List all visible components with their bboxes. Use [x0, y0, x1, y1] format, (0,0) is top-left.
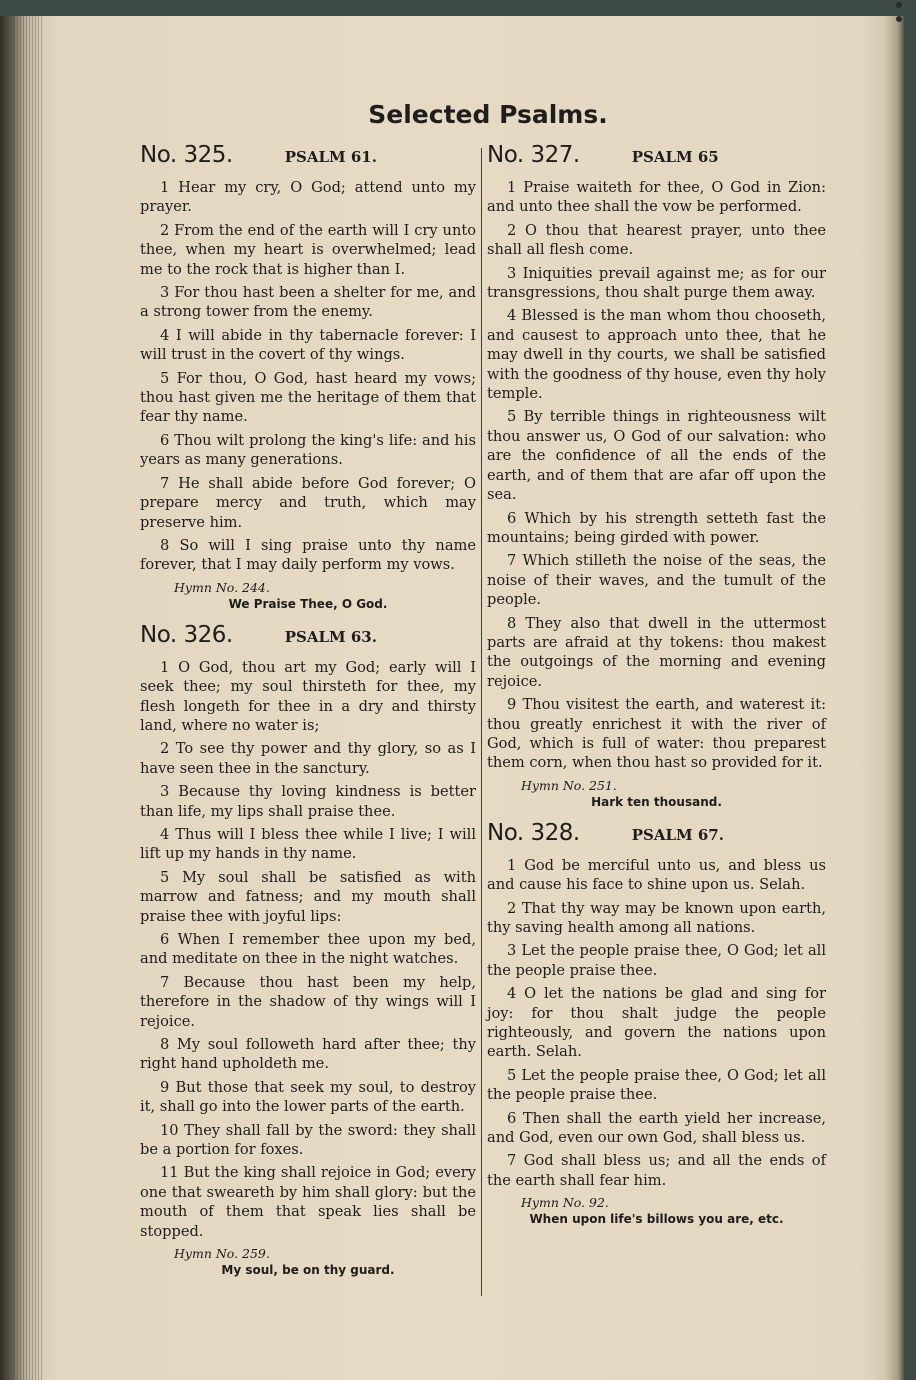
verse: 5 For thou, O God, hast heard my vows; thou hast given me the heritage of them that fear thy name. — [140, 369, 476, 426]
verse: 1 Hear my cry, O God; attend unto my prayer. — [140, 179, 476, 216]
hymn-reference: Hymn No. 92. — [521, 1195, 609, 1211]
left-column — [140, 142, 476, 1292]
psalm-section — [140, 621, 476, 1278]
psalm-title: PSALM 63. — [284, 627, 377, 646]
verse: 6 Which by his strength setteth fast the mountains; being girded with power. — [487, 509, 826, 546]
psalm-heading — [140, 621, 476, 658]
verse: 4 O let the nations be glad and sing for joy: for thou shalt judge the people righteously, and govern the nations upon earth. Selah. — [487, 985, 826, 1061]
hymn-title: My soul, be on thy guard. — [221, 1263, 395, 1278]
verse: 7 He shall abide before God forever; O prepare mercy and truth, which may preserve him. — [140, 474, 476, 531]
verse: 1 God be merciful unto us, and bless us and cause his face to shine upon us. Selah. — [487, 856, 826, 894]
binding-hole — [896, 2, 902, 8]
verse: 9 Thou visitest the earth, and waterest it: thou greatly enrichest it with the river of God, which is full of water: thou preparest them corn, when thou hast so provided for it. — [487, 696, 826, 772]
psalm-number: No. 328. — [487, 819, 580, 846]
verse: 6 When I remember thee upon my bed, and meditate on thee in the night watches. — [140, 931, 476, 968]
verse: 10 They shall fall by the sword: they shall be a portion for foxes. — [140, 1121, 476, 1159]
verse: 6 Then shall the earth yield her increase, and God, even our own God, shall bless us. — [487, 1109, 826, 1147]
verse: 6 Thou wilt prolong the king's life: and his years as many generations. — [140, 431, 476, 469]
page-title: Selected Psalms. — [368, 100, 608, 129]
psalm-title: PSALM 65 — [631, 148, 719, 166]
psalm-section — [140, 142, 476, 612]
verse: 5 My soul shall be satisfied as with marrow and fatness; and my mouth shall praise thee with joyful lips: — [140, 868, 476, 925]
verse: 2 That thy way may be known upon earth, thy saving health among all nations. — [487, 899, 826, 936]
verse: 2 O thou that hearest prayer, unto thee shall all flesh come. — [487, 221, 826, 259]
verse: 8 My soul followeth hard after thee; thy right hand upholdeth me. — [140, 1036, 476, 1073]
verse: 9 But those that seek my soul, to destroy it, shall go into the lower parts of the earth. — [140, 1078, 476, 1116]
verse: 3 For thou hast been a shelter for me, and a strong tower from the enemy. — [140, 284, 476, 321]
verse: 1 O God, thou art my God; early will I seek thee; my soul thirsteth for thee, my flesh longeth for thee in a dry and thirsty land, where no water is; — [140, 658, 476, 734]
verse: 2 From the end of the earth will I cry unto thee, when my heart is overwhelmed; lead me to the rock that is higher than I. — [140, 221, 476, 278]
verse: 8 So will I sing praise unto thy name forever, that I may daily perform my vows. — [140, 536, 476, 574]
binding-hole — [896, 16, 902, 22]
psalm-heading — [487, 819, 826, 856]
hymn-reference: Hymn No. 259. — [174, 1246, 270, 1262]
verse: 2 To see thy power and thy glory, so as I have seen thee in the sanctury. — [140, 740, 476, 777]
column-divider — [481, 148, 482, 1296]
verse: 4 Blessed is the man whom thou chooseth, and causest to approach unto thee, that he may dwell in thy courts, we shall be satisfied with the goodness of thy house, even thy holy temple. — [487, 307, 826, 403]
verse: 3 Iniquities prevail against me; as for our transgressions, thou shalt purge them away. — [487, 264, 826, 302]
cover-strip-right — [904, 0, 916, 1380]
verse: 4 Thus will I bless thee while I live; I will lift up my hands in thy name. — [140, 825, 476, 863]
hymn-reference: Hymn No. 251. — [521, 777, 617, 793]
verse: 8 They also that dwell in the uttermost parts are afraid at thy tokens: thou makest the outgoings of the morning and evening rejoice. — [487, 614, 826, 690]
page-edge — [14, 0, 44, 1380]
psalm-section — [487, 142, 826, 810]
verse: 7 Which stilleth the noise of the seas, the noise of their waves, and the tumult of the people. — [487, 552, 826, 609]
verse: 5 Let the people praise thee, O God; let all the people praise thee. — [487, 1066, 826, 1104]
hymn-title: Hark ten thousand. — [591, 794, 722, 809]
hymn-title: When upon life's billows you are, etc. — [529, 1212, 784, 1227]
psalm-section — [487, 819, 826, 1228]
hymn-reference: Hymn No. 244. — [174, 579, 270, 595]
verse: 1 Praise waiteth for thee, O God in Zion: and unto thee shall the vow be performed. — [487, 179, 826, 216]
verse: 5 By terrible things in righteousness wilt thou answer us, O God of our salvation: who are the confidence of all the ends of the earth, and of them that are afar off upon the sea. — [487, 408, 826, 504]
verse: 7 God shall bless us; and all the ends of the earth shall fear him. — [487, 1152, 826, 1189]
hymn-title: We Praise Thee, O God. — [228, 596, 388, 611]
verse: 4 I will abide in thy tabernacle forever: I will trust in the covert of thy wings. — [140, 326, 476, 364]
psalm-title: PSALM 61. — [284, 148, 377, 166]
psalm-title: PSALM 67. — [631, 825, 724, 844]
verse: 3 Because thy loving kindness is better than life, my lips shall praise thee. — [140, 783, 476, 820]
verse: 3 Let the people praise thee, O God; let all the people praise thee. — [487, 942, 826, 979]
psalm-heading — [140, 142, 476, 178]
verse: 11 But the king shall rejoice in God; every one that sweareth by him shall glory: but the mouth of them that speak lies shall be stopped. — [140, 1164, 476, 1240]
right-column — [487, 142, 826, 1241]
verse: 7 Because thou hast been my help, therefore in the shadow of thy wings will I rejoice. — [140, 973, 476, 1030]
psalm-number: No. 325. — [140, 142, 233, 168]
psalm-number: No. 326. — [140, 621, 233, 648]
cover-strip-top — [0, 0, 916, 16]
psalm-number: No. 327. — [487, 142, 580, 168]
psalm-heading — [487, 142, 826, 178]
